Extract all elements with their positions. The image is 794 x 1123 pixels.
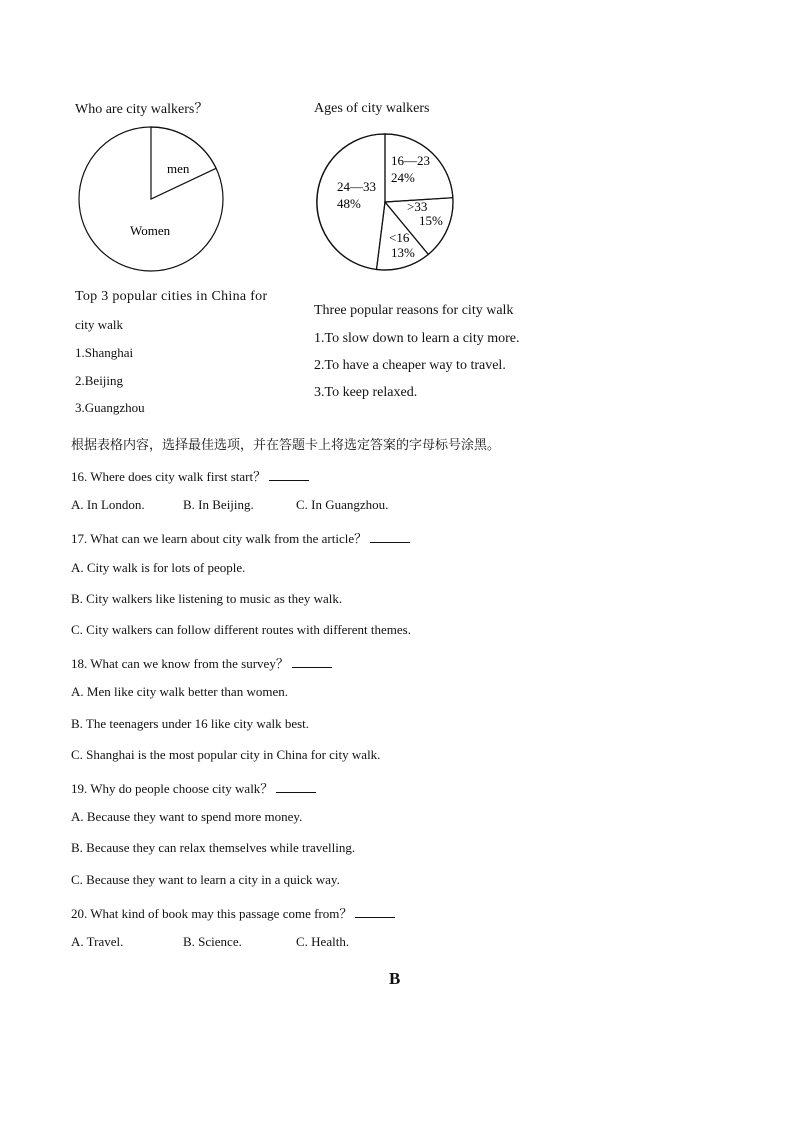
q20-option-a[interactable]: A. Travel. xyxy=(71,934,124,949)
age-label-24-33-range: 24—33 xyxy=(337,179,376,194)
question-16 xyxy=(71,466,309,485)
question-19 xyxy=(71,778,316,797)
question-stem: 19. Why do people choose city walk？ xyxy=(71,781,274,796)
answer-blank[interactable] xyxy=(355,916,395,918)
q17-option-b[interactable]: B. City walkers like listening to music as they walk. xyxy=(71,591,343,606)
age-label-over33-pct: 15% xyxy=(419,213,443,228)
gender-pie-chart xyxy=(70,125,240,280)
q18-option-c[interactable]: C. Shanghai is the most popular city in China for city walk. xyxy=(71,747,381,762)
reason-item: 1.To slow down to learn a city more. xyxy=(314,331,520,346)
age-label-16-23-pct: 24% xyxy=(391,170,415,185)
question-18 xyxy=(71,653,332,672)
question-stem: 17. What can we learn about city walk from the article？ xyxy=(71,531,368,546)
city-item: 2.Beijing xyxy=(75,373,124,388)
answer-blank[interactable] xyxy=(269,479,309,481)
reason-item: 3.To keep relaxed. xyxy=(314,385,418,400)
gender-chart-title: Who are city walkers？ xyxy=(75,102,209,117)
q20-option-c[interactable]: C. Health. xyxy=(296,934,350,949)
q16-option-b[interactable]: B. In Beijing. xyxy=(183,497,254,512)
answer-blank[interactable] xyxy=(292,666,332,668)
cities-title-line1: Top 3 popular cities in China for xyxy=(75,289,268,304)
question-stem: 16. Where does city walk first start？ xyxy=(71,469,267,484)
q20-option-b[interactable]: B. Science. xyxy=(183,934,242,949)
question-stem: 20. What kind of book may this passage come from？ xyxy=(71,906,353,921)
ages-chart-title: Ages of city walkers xyxy=(314,101,430,116)
age-slice-0 xyxy=(385,134,453,202)
q16-option-a[interactable]: A. In London. xyxy=(71,497,145,512)
age-label-under16-range: <16 xyxy=(389,230,410,245)
ages-pie-chart xyxy=(310,125,470,275)
part-b-heading: B xyxy=(389,969,401,988)
q17-option-a[interactable]: A. City walk is for lots of people. xyxy=(71,560,246,575)
age-label-under16-pct: 13% xyxy=(391,245,415,260)
pie-label-men: men xyxy=(167,161,190,176)
cities-title-line2: city walk xyxy=(75,317,124,332)
reasons-title: Three popular reasons for city walk xyxy=(314,303,514,318)
reason-item: 2.To have a cheaper way to travel. xyxy=(314,358,506,373)
pie-label-women: Women xyxy=(130,223,171,238)
age-label-over33-range: >33 xyxy=(407,199,428,214)
q18-option-a[interactable]: A. Men like city walk better than women. xyxy=(71,684,288,699)
q17-option-c[interactable]: C. City walkers can follow different routes with different themes. xyxy=(71,622,411,637)
age-label-16-23-range: 16—23 xyxy=(391,153,430,168)
city-item: 1.Shanghai xyxy=(75,345,134,360)
q18-option-b[interactable]: B. The teenagers under 16 like city walk best. xyxy=(71,716,310,731)
question-stem: 18. What can we know from the survey？ xyxy=(71,656,289,671)
q16-option-c[interactable]: C. In Guangzhou. xyxy=(296,497,389,512)
q19-option-b[interactable]: B. Because they can relax themselves while travelling. xyxy=(71,840,356,855)
q19-option-a[interactable]: A. Because they want to spend more money. xyxy=(71,809,303,824)
instruction-text: 根据表格内容，选择最佳选项，并在答题卡上将选定答案的字母标号涂黑。 xyxy=(71,438,501,453)
q19-option-c[interactable]: C. Because they want to learn a city in a quick way. xyxy=(71,872,340,887)
question-20 xyxy=(71,903,395,922)
answer-blank[interactable] xyxy=(276,791,316,793)
age-label-24-33-pct: 48% xyxy=(337,196,361,211)
question-17 xyxy=(71,528,410,547)
city-item: 3.Guangzhou xyxy=(75,400,145,415)
answer-blank[interactable] xyxy=(370,541,410,543)
